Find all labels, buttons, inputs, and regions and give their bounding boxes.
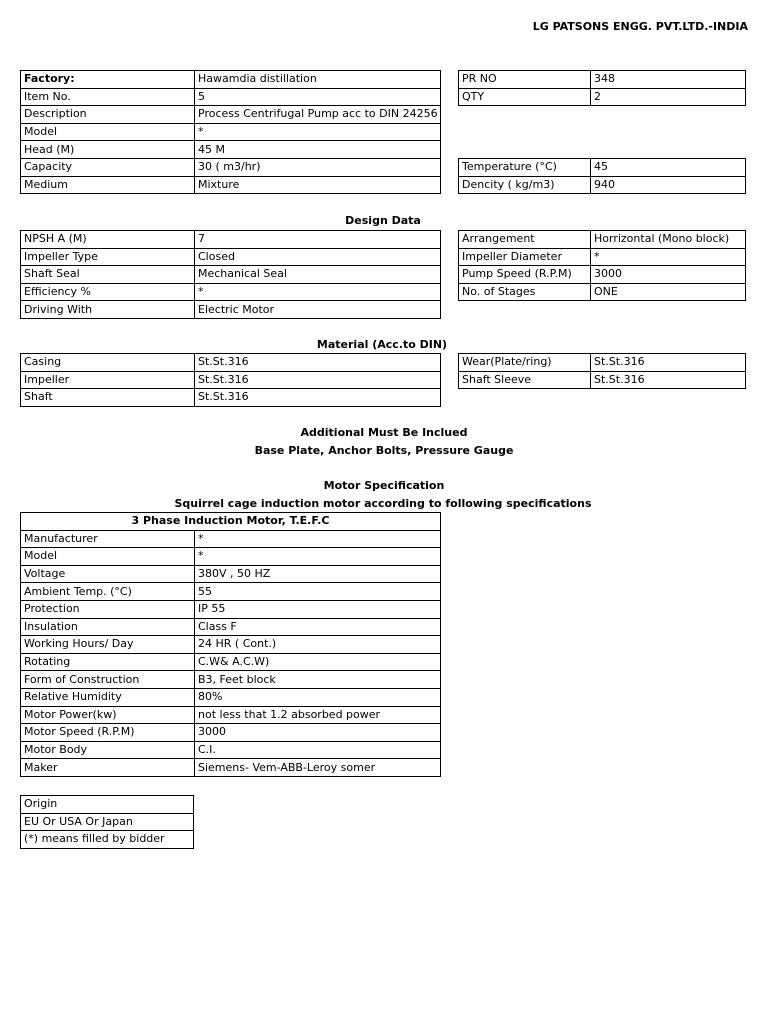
table-row [21,158,441,176]
shaft-value: St.St.316 [195,389,441,407]
material-table [20,353,441,407]
table-row [21,123,441,141]
table-row [21,583,441,601]
shaft-sleeve-label: Shaft Sleeve [459,371,591,389]
table-row [21,231,441,249]
table-row [21,176,441,194]
table-row [459,176,746,194]
protection-label: Protection [21,600,195,618]
arrangement-value: Horrizontal (Mono block) [591,231,746,249]
ambient-temp-label: Ambient Temp. (°C) [21,583,195,601]
table-row [21,831,194,849]
maker-value: Siemens- Vem-ABB-Leroy somer [195,759,441,777]
item-no-value: 5 [195,88,441,106]
table-row [21,759,441,777]
humidity-value: 80% [195,688,441,706]
efficiency-value: * [195,283,441,301]
medium-label: Medium [21,176,195,194]
shaft-label: Shaft [21,389,195,407]
motor-power-label: Motor Power(kw) [21,706,195,724]
impeller-type-value: Closed [195,248,441,266]
table-row [21,354,441,372]
motor-model-label: Model [21,548,195,566]
table-row [21,71,441,89]
description-label: Description [21,106,195,124]
maker-label: Maker [21,759,195,777]
table-row [21,618,441,636]
table-row [21,283,441,301]
shaft-seal-label: Shaft Seal [21,266,195,284]
temperature-value: 45 [591,159,746,177]
additional-items: Base Plate, Anchor Bolts, Pressure Gauge [254,444,514,457]
impeller-diameter-value: * [591,248,746,266]
table-row [21,706,441,724]
material-heading: Material (Acc.to DIN) [316,338,448,351]
head-label: Head (M) [21,141,195,159]
table-row [459,354,746,372]
voltage-value: 380V , 50 HZ [195,565,441,583]
table-row [21,796,194,814]
voltage-label: Voltage [21,565,195,583]
general-info-table [20,70,441,194]
table-row [21,688,441,706]
density-label: Dencity ( kg/m3) [459,176,591,194]
motor-spec-table [20,512,441,777]
table-row [459,371,746,389]
factory-label: Factory: [21,71,195,89]
driving-with-label: Driving With [21,301,195,319]
table-row [459,88,746,106]
table-row [21,106,441,124]
rotating-label: Rotating [21,653,195,671]
qty-label: QTY [459,88,591,106]
density-value: 940 [591,176,746,194]
table-row [459,248,746,266]
model-label: Model [21,123,195,141]
driving-with-value: Electric Motor [195,301,441,319]
casing-value: St.St.316 [195,354,441,372]
capacity-value: 30 ( m3/hr) [195,158,441,176]
pump-speed-label: Pump Speed (R.P.M) [459,266,591,284]
table-row [21,548,441,566]
table-row [21,671,441,689]
motor-body-value: C.I. [195,741,441,759]
head-value: 45 M [195,141,441,159]
table-row [21,724,441,742]
motor-spec-heading: Motor Specification [323,479,445,492]
stages-value: ONE [591,283,746,301]
table-row [21,636,441,654]
pr-no-value: 348 [591,71,746,89]
rotating-value: C.W& A.C.W) [195,653,441,671]
table-row [459,159,746,177]
table-row [459,266,746,284]
shaft-seal-value: Mechanical Seal [195,266,441,284]
table-row [21,301,441,319]
fluid-info-table [458,158,746,194]
construction-value: B3, Feet block [195,671,441,689]
working-hours-value: 24 HR ( Cont.) [195,636,441,654]
casing-label: Casing [21,354,195,372]
pump-speed-value: 3000 [591,266,746,284]
shaft-sleeve-value: St.St.316 [591,371,746,389]
motor-power-value: not less that 1.2 absorbed power [195,706,441,724]
stages-label: No. of Stages [459,283,591,301]
motor-speed-value: 3000 [195,724,441,742]
motor-body-label: Motor Body [21,741,195,759]
table-row [21,600,441,618]
insulation-label: Insulation [21,618,195,636]
table-row [21,141,441,159]
pr-no-label: PR NO [459,71,591,89]
description-value: Process Centrifugal Pump acc to DIN 24256 [195,106,441,124]
motor-table-header: 3 Phase Induction Motor, T.E.F.C [21,513,441,531]
humidity-label: Relative Humidity [21,688,195,706]
additional-heading: Additional Must Be Inclued [300,426,468,439]
item-no-label: Item No. [21,88,195,106]
impeller-type-label: Impeller Type [21,248,195,266]
table-row [21,248,441,266]
table-row [21,266,441,284]
wear-plate-label: Wear(Plate/ring) [459,354,591,372]
table-row [21,389,441,407]
insulation-value: Class F [195,618,441,636]
temperature-label: Temperature (°C) [459,159,591,177]
manufacturer-label: Manufacturer [21,530,195,548]
motor-spec-subheading: Squirrel cage induction motor according to following specifications [174,497,592,510]
motor-speed-label: Motor Speed (R.P.M) [21,724,195,742]
table-row [21,741,441,759]
table-row [21,371,441,389]
table-row [21,513,441,531]
material-right-table [458,353,746,389]
motor-model-value: * [195,548,441,566]
origin-value: EU Or USA Or Japan [21,813,194,831]
impeller-value: St.St.316 [195,371,441,389]
order-info-table [458,70,746,106]
capacity-label: Capacity [21,158,195,176]
design-data-table [20,230,441,319]
table-row [459,283,746,301]
manufacturer-value: * [195,530,441,548]
origin-table [20,795,194,849]
origin-label: Origin [21,796,194,814]
qty-value: 2 [591,88,746,106]
bidder-note: (*) means filled by bidder [21,831,194,849]
working-hours-label: Working Hours/ Day [21,636,195,654]
table-row [21,88,441,106]
table-row [21,530,441,548]
medium-value: Mixture [195,176,441,194]
impeller-label: Impeller [21,371,195,389]
wear-plate-value: St.St.316 [591,354,746,372]
company-name: LG PATSONS ENGG. PVT.LTD.-INDIA [532,20,748,33]
efficiency-label: Efficiency % [21,283,195,301]
design-data-heading: Design Data [345,214,421,227]
npsh-value: 7 [195,231,441,249]
model-value: * [195,123,441,141]
table-row [21,813,194,831]
design-data-right-table [458,230,746,301]
table-row [459,231,746,249]
ambient-temp-value: 55 [195,583,441,601]
table-row [21,653,441,671]
impeller-diameter-label: Impeller Diameter [459,248,591,266]
protection-value: IP 55 [195,600,441,618]
table-row [459,71,746,89]
npsh-label: NPSH A (M) [21,231,195,249]
table-row [21,565,441,583]
construction-label: Form of Construction [21,671,195,689]
arrangement-label: Arrangement [459,231,591,249]
factory-value: Hawamdia distillation [195,71,441,89]
